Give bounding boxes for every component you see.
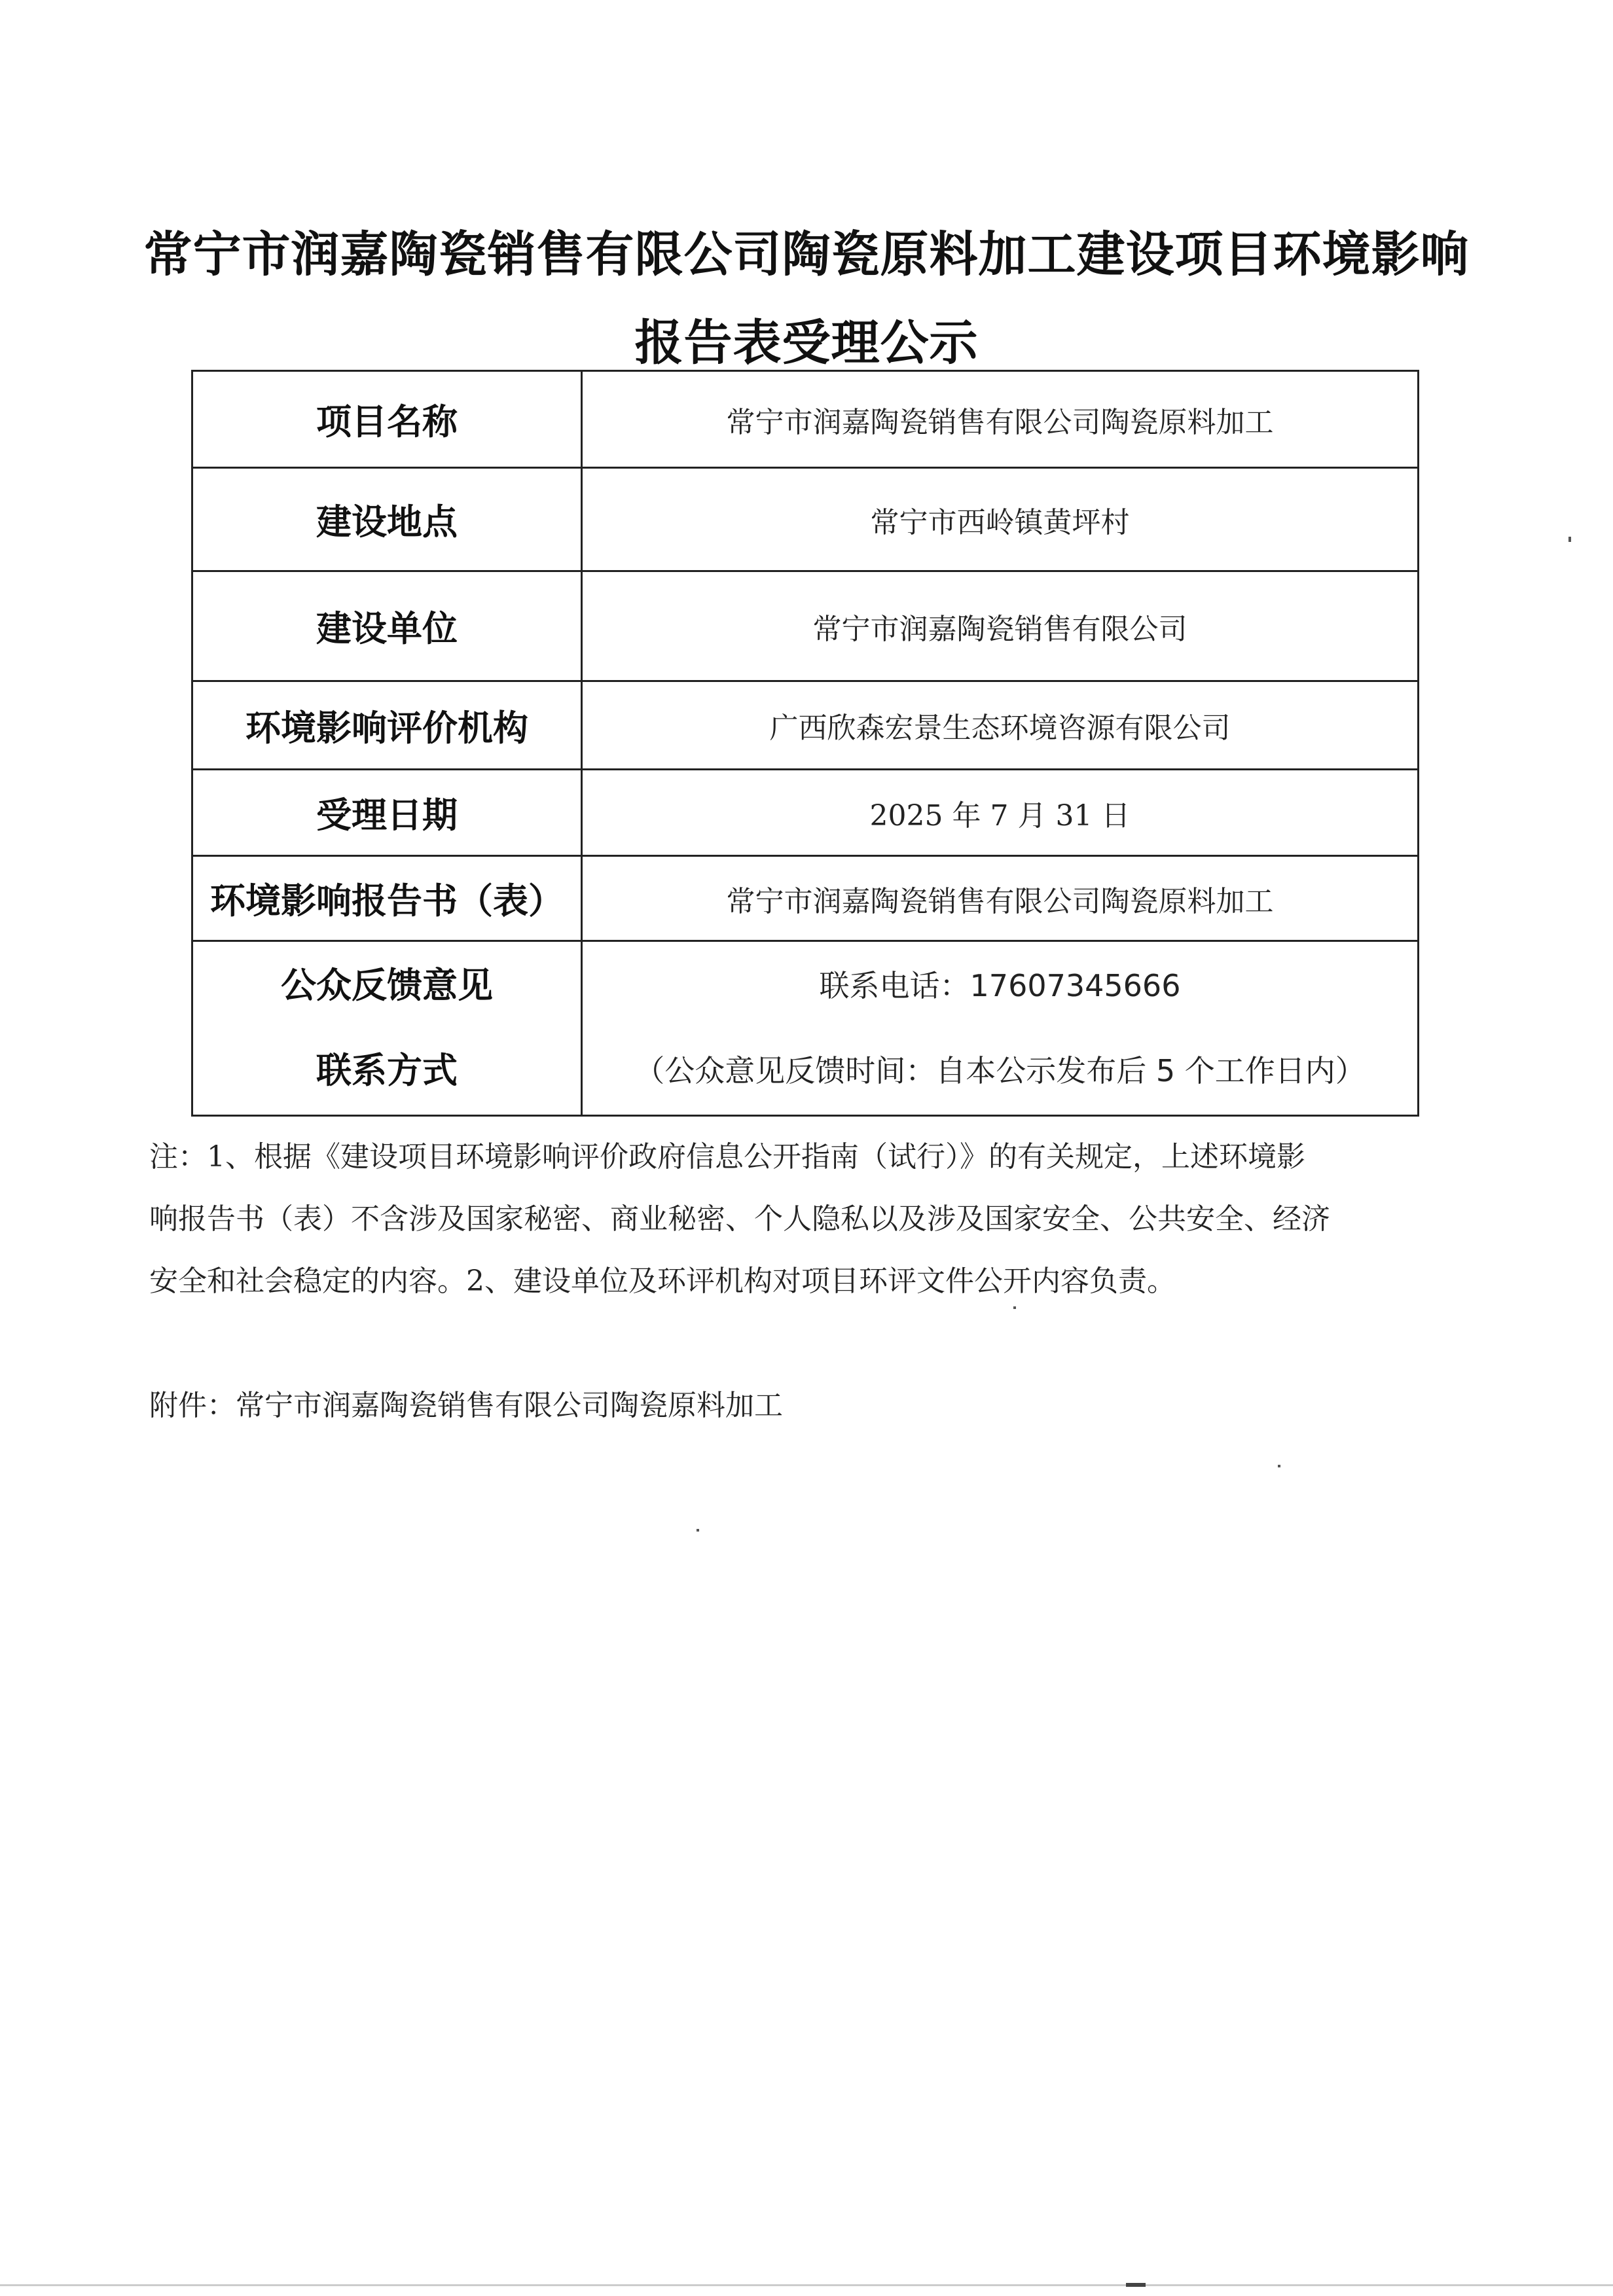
row-value-public-feedback: [582, 941, 1419, 1116]
table-row: [192, 770, 1419, 856]
project-info-table: [191, 370, 1419, 1117]
feedback-period: （公众意见反馈时间：自本公示发布后 5 个工作日内）: [634, 1053, 1366, 1088]
row-label-public-feedback: [192, 941, 582, 1116]
scan-speck: [697, 1529, 699, 1532]
public-feedback-label-line-2: 联系方式: [316, 1050, 458, 1091]
row-value-project-name: 常宁市润嘉陶瓷销售有限公司陶瓷原料加工: [582, 371, 1419, 468]
disclaimer-note: [149, 1126, 1465, 1312]
table-row: [192, 371, 1419, 468]
row-label-acceptance-date: 受理日期: [192, 770, 582, 856]
row-label-project-name: 项目名称: [192, 371, 582, 468]
row-value-acceptance-date: 2025 年 7 月 31 日: [582, 770, 1419, 856]
row-label-location: 建设地点: [192, 468, 582, 571]
document-title-line-2: 报告表受理公示: [634, 315, 979, 371]
row-label-eia-report: 环境影响报告书（表）: [192, 856, 582, 941]
row-value-builder: 常宁市润嘉陶瓷销售有限公司: [582, 571, 1419, 681]
row-label-builder: 建设单位: [192, 571, 582, 681]
table-row-contact: [192, 941, 1419, 1116]
table-row: [192, 681, 1419, 770]
row-value-eia-agency: 广西欣森宏景生态环境咨源有限公司: [582, 681, 1419, 770]
row-label-eia-agency: 环境影响评价机构: [192, 681, 582, 770]
public-feedback-label-line-1: 公众反馈意见: [281, 965, 493, 1006]
scan-speck: [1013, 1306, 1016, 1309]
attachment-line: 附件：常宁市润嘉陶瓷销售有限公司陶瓷原料加工: [149, 1389, 783, 1422]
table-row: [192, 571, 1419, 681]
table-row: [192, 856, 1419, 941]
table-row: [192, 468, 1419, 571]
document-title-line-1: 常宁市润嘉陶瓷销售有限公司陶瓷原料加工建设项目环境影响: [143, 226, 1470, 283]
note-line-1: 注：1、根据《建设项目环境影响评价政府信息公开指南（试行）》的有关规定，上述环境影: [149, 1140, 1305, 1174]
note-line-3: 安全和社会稳定的内容。2、建设单位及环评机构对项目环评文件公开内容负责。: [149, 1265, 1176, 1298]
scan-speck: [1278, 1465, 1280, 1467]
row-value-location: 常宁市西岭镇黄坪村: [582, 468, 1419, 571]
scan-speck: [0, 2284, 1613, 2286]
scan-speck: [1126, 2283, 1146, 2287]
scan-speck: [1568, 537, 1571, 542]
note-line-2: 响报告书（表）不含涉及国家秘密、商业秘密、个人隐私以及涉及国家安全、公共安全、经济: [149, 1202, 1330, 1236]
contact-phone: 联系电话：17607345666: [819, 968, 1181, 1003]
row-value-eia-report: 常宁市润嘉陶瓷销售有限公司陶瓷原料加工: [582, 856, 1419, 941]
